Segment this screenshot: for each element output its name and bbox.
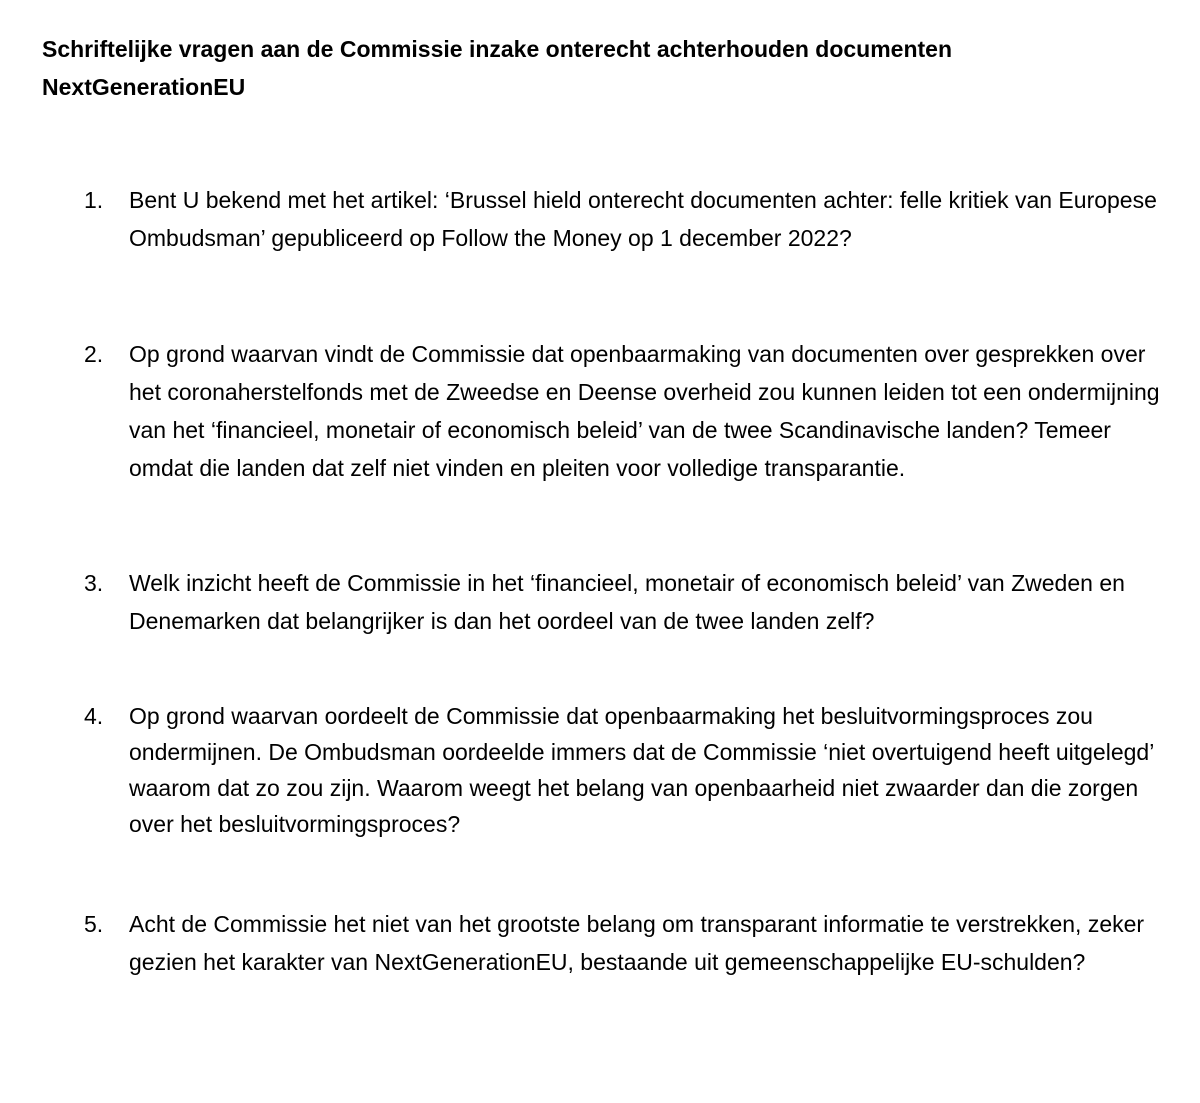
question-number: 1. [84, 187, 104, 213]
document-title: Schriftelijke vragen aan de Commissie inzake onterecht achterhouden documenten NextGenerationEU [42, 36, 953, 100]
question-number: 3. [84, 570, 104, 596]
question-number: 2. [84, 341, 104, 367]
question-text: Op grond waarvan vindt de Commissie dat openbaarmaking van documenten over gesprekken over het coronaherstelfonds met de Zweedse en Deense overheid zou kunnen leiden tot een ondermijning van het ‘financieel, monetair of economisch beleid’ van de twee Scandinavische landen? Temeer omdat die landen dat zelf niet vinden en pleiten voor volledige transparantie. [129, 341, 1160, 481]
question-item-5 [84, 905, 1164, 981]
question-item-2 [84, 335, 1164, 487]
question-text: Op grond waarvan oordeelt de Commissie dat openbaarmaking het besluitvormingsproces zou ondermijnen. De Ombudsman oordeelde immers dat de Commissie ‘niet overtuigend heeft uitgelegd’ waarom dat zo zou zijn. Waarom weegt het belang van openbaarheid niet zwaarder dan die zorgen over het besluitvormingsproces? [129, 703, 1154, 837]
question-text: Bent U bekend met het artikel: ‘Brussel hield onterecht documenten achter: felle kritiek van Europese Ombudsman’ gepubliceerd op Follow the Money op 1 december 2022? [129, 187, 1157, 251]
question-text: Acht de Commissie het niet van het grootste belang om transparant informatie te verstrekken, zeker gezien het karakter van NextGenerationEU, bestaande uit gemeenschappelijke EU-schulden? [129, 911, 1145, 975]
question-item-3 [84, 564, 1164, 640]
question-item-1 [84, 181, 1164, 257]
question-item-4 [84, 698, 1164, 842]
question-number: 5. [84, 911, 104, 937]
question-text: Welk inzicht heeft de Commissie in het ‘financieel, monetair of economisch beleid’ van Zweden en Denemarken dat belangrijker is dan het oordeel van de twee landen zelf? [129, 570, 1125, 634]
question-number: 4. [84, 703, 104, 729]
